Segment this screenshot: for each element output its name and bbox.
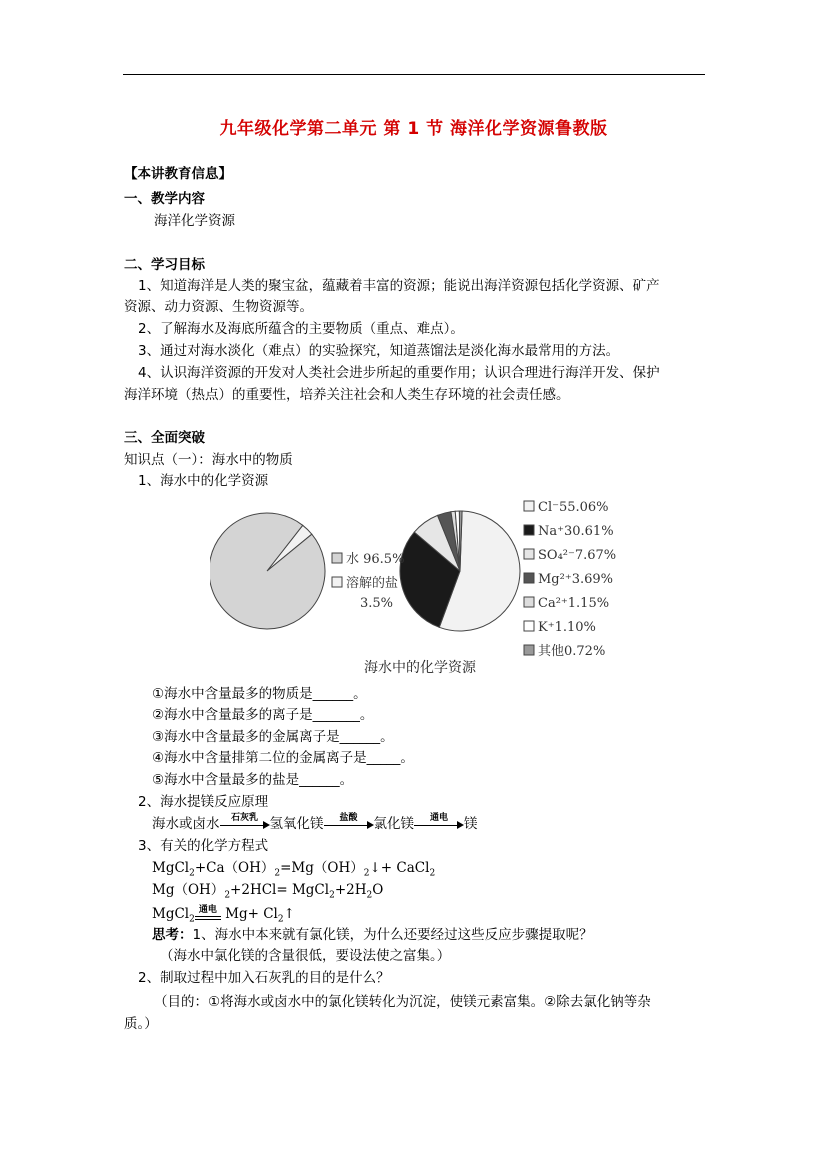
legend-swatch <box>524 597 534 607</box>
legend-label: Na⁺30.61% <box>538 524 614 539</box>
goal-line: 1、知道海洋是人类的聚宝盆，蕴藏着丰富的资源；能说出海洋资源包括化学资源、矿产 <box>138 278 660 294</box>
arrow-label: 通电 <box>429 813 448 823</box>
pie-ions <box>400 511 520 631</box>
chart-caption: 海水中的化学资源 <box>364 660 476 676</box>
seawater-resources-chart <box>210 494 630 682</box>
legend-swatch <box>524 501 534 511</box>
equation-1: $MgCl_2+Ca(OH)_2=Mg(OH)_2↓+$ CaCl$_2$ <box>152 860 436 879</box>
item-heading: 3、有关的化学方程式 <box>138 838 269 854</box>
reaction-arrow <box>220 813 270 831</box>
question: ⑤海水中含量最多的盐是______。 <box>152 772 354 788</box>
question: ③海水中含量最多的金属离子是______。 <box>152 729 394 745</box>
legend-swatch <box>524 549 534 559</box>
pie-water-salt <box>210 513 325 629</box>
header-rule <box>123 74 705 75</box>
legend-label: K⁺1.10% <box>538 620 596 635</box>
knowledge-point: 知识点（一）：海水中的物质 <box>124 452 293 468</box>
reaction-arrow <box>414 813 464 831</box>
legend-label: 水 96.5% <box>346 552 405 567</box>
process-start: 海水或卤水 <box>152 816 220 832</box>
legend-swatch <box>524 621 534 631</box>
item-heading: 2、海水提镁反应原理 <box>138 794 269 810</box>
section1-heading: 一、教学内容 <box>124 191 205 207</box>
goal-line: 资源、动力资源、生物资源等。 <box>124 299 313 315</box>
arrow-label: 通电 <box>198 904 217 915</box>
process-product: 镁 <box>464 816 478 832</box>
legend-swatch <box>524 573 534 583</box>
arrow-label: 盐酸 <box>339 813 358 823</box>
think-label: 思考： <box>152 927 193 943</box>
process-product: 氢氧化镁 <box>269 816 324 832</box>
legend-label: Cl⁻55.06% <box>538 500 609 515</box>
think-answer: （海水中氯化镁的含量很低，要设法使之富集。） <box>160 948 451 964</box>
question: ①海水中含量最多的物质是______。 <box>152 686 367 702</box>
question: ②海水中含量最多的离子是_______。 <box>152 707 374 723</box>
legend-ions <box>524 500 616 659</box>
section3-heading: 三、全面突破 <box>124 430 205 446</box>
arrow-label: 石灰乳 <box>230 813 258 823</box>
section1-content: 海洋化学资源 <box>154 213 235 229</box>
legend-label: 溶解的盐 <box>346 576 399 591</box>
legend-swatch <box>524 525 534 535</box>
think-answer: 质。） <box>124 1016 158 1032</box>
process-product: 氯化镁 <box>373 816 414 832</box>
equation-3: MgCl$_2$ 通电 $Mg+ Cl_2↑$ <box>152 905 295 923</box>
info-heading: 【本讲教育信息】 <box>124 166 232 182</box>
question: ④海水中含量排第二位的金属离子是_____。 <box>152 750 414 766</box>
legend-water-salt <box>332 551 404 611</box>
legend-swatch <box>332 577 342 587</box>
goal-line: 4、认识海洋资源的开发对人类社会进步所起的重要作用；认识合理进行海洋开发、保护 <box>138 365 660 381</box>
page-title: 九年级化学第二单元 第 1 节 海洋化学资源鲁教版 <box>219 119 608 139</box>
section2-heading: 二、学习目标 <box>124 257 205 273</box>
item-heading: 1、海水中的化学资源 <box>138 473 269 489</box>
legend-label: SO₄²⁻7.67% <box>538 548 617 563</box>
equation-2: $Mg(OH)_2+2HCl=$ $MgCl_2+2H_2O$ <box>152 882 384 901</box>
legend-label: Ca²⁺1.15% <box>538 596 610 611</box>
legend-label: 其他0.72% <box>538 644 606 659</box>
goal-line: 3、通过对海水淡化（难点）的实验探究，知道蒸馏法是淡化海水最常用的方法。 <box>138 343 620 359</box>
think-answer: （目的：①将海水或卤水中的氯化镁转化为沉淀，使镁元素富集。②除去氯化钠等杂 <box>154 994 651 1010</box>
magnesium-process <box>152 815 478 833</box>
goal-line: 2、了解海水及海底所蕴含的主要物质（重点、难点）。 <box>138 321 464 337</box>
reaction-arrow <box>324 813 374 831</box>
think-question: 2、制取过程中加入石灰乳的目的是什么？ <box>138 970 390 986</box>
legend-label: 3.5% <box>360 596 394 611</box>
legend-swatch <box>524 645 534 655</box>
legend-label: Mg²⁺3.69% <box>538 572 614 587</box>
goal-line: 海洋环境（热点）的重要性，培养关注社会和人类生存环境的社会责任感。 <box>124 387 570 403</box>
electrolysis-sign <box>195 904 221 922</box>
legend-swatch <box>332 553 342 563</box>
think-question: 思考：1、海水中本来就有氯化镁，为什么还要经过这些反应步骤提取呢？ <box>152 927 593 943</box>
